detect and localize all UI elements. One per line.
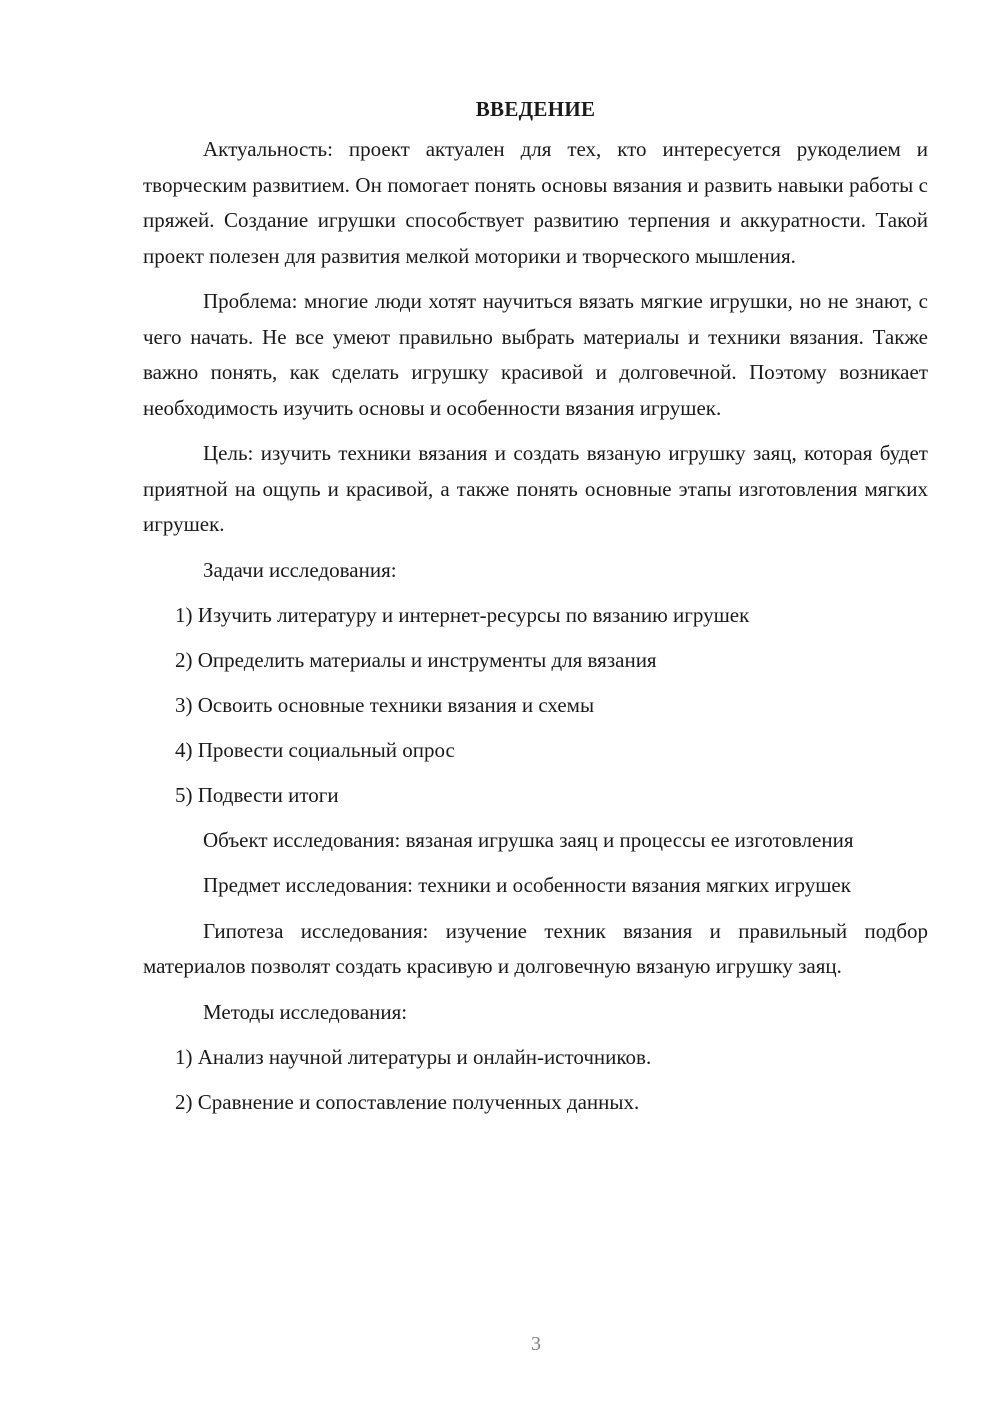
- goal-paragraph: Цель: изучить техники вязания и создать вязаную игрушку заяц, которая будет приятной на ощупь и красивой, а также понять основные этапы изготовления мягких игрушек.: [143, 441, 928, 536]
- tasks-heading: Задачи исследования:: [203, 557, 397, 582]
- list-item: 4) Провести социальный опрос: [175, 737, 455, 762]
- subject-paragraph: Предмет исследования: техники и особенности вязания мягких игрушек: [203, 873, 851, 897]
- list-item: 2) Сравнение и сопоставление полученных данных.: [175, 1089, 640, 1114]
- problem-paragraph: Проблема: многие люди хотят научиться вязать мягкие игрушки, но не знают, с чего начать. Не все умеют правильно выбрать материалы и техники вязания. Также важно понять, как сделать игрушку красивой и долговечной. Поэтому возникает необходимость изучить основы и особенности вязания игрушек.: [143, 289, 928, 420]
- methods-heading: Методы исследования:: [203, 999, 408, 1024]
- hypothesis-paragraph: Гипотеза исследования: изучение техник вязания и правильный подбор материалов позволят создать красивую и долговечную вязаную игрушку заяц.: [143, 918, 928, 978]
- list-item: 2) Определить материалы и инструменты для вязания: [175, 647, 657, 672]
- relevance-paragraph: Актуальность: проект актуален для тех, кто интересуется рукоделием и творческим развитием. Он помогает понять основы вязания и развить навыки работы с пряжей. Создание игрушки способствует развитию терпения и аккуратности. Такой проект полезен для развития мелкой моторики и творческого мышления.: [143, 137, 928, 268]
- list-item: 1) Анализ научной литературы и онлайн-источников.: [175, 1044, 652, 1069]
- object-paragraph: Объект исследования: вязаная игрушка заяц и процессы ее изготовления: [203, 827, 854, 852]
- tasks-list: [143, 598, 928, 813]
- list-item: 3) Освоить основные техники вязания и схемы: [175, 692, 595, 717]
- list-item: 1) Изучить литературу и интернет-ресурсы по вязанию игрушек: [175, 602, 750, 627]
- page-title: ВВЕДЕНИЕ: [475, 97, 596, 121]
- methods-list: [143, 1040, 928, 1120]
- list-item: 5) Подвести итоги: [175, 782, 339, 807]
- page-number: 3: [531, 1333, 541, 1355]
